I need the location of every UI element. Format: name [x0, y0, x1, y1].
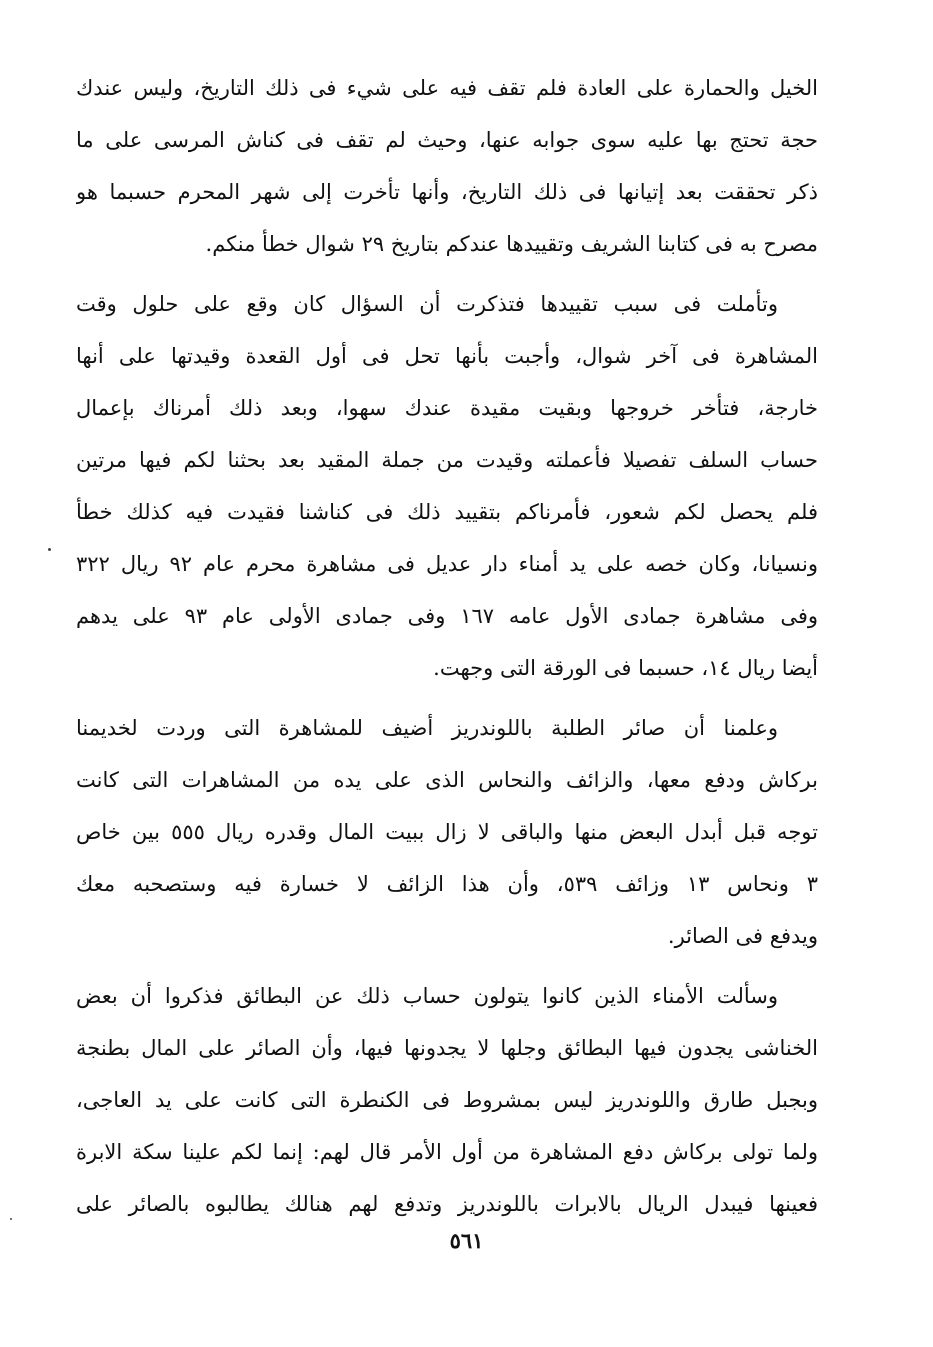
text-line: الخيل والحمارة على العادة فلم تقف فيه على شيء فى ذلك التاريخ، وليس عندك [76, 76, 818, 100]
text-line: وتأملت فى سبب تقييدها فتذكرت أن السؤال كان وقع على حلول وقت [76, 292, 778, 316]
paragraph-1 [76, 62, 818, 270]
text-line: حساب السلف تفصيلا فأعملته وقيدت من جملة المقيد بعد بحثنا لكم فيها مرتين [76, 448, 818, 472]
text-line: توجه قبل أبدل البعض منها والباقى لا زال ببيت المال وقدره ريال ٥٥٥ بين خاص [76, 820, 818, 844]
text-line: ٣ ونحاس ١٣ وزائف ٥٣٩، وأن هذا الزائف لا خسارة فيه وستصحبه معك [76, 872, 818, 896]
scan-speck [48, 548, 51, 551]
text-line: ونسيانا، وكان خصه على يد أمناء دار عديل فى مشاهرة محرم عام ٩٢ ريال ٣٢٢ [76, 552, 818, 576]
text-line: وعلمنا أن صائر الطلبة باللوندريز أضيف للمشاهرة التى وردت لخديمنا [76, 716, 778, 740]
text-line: ذكر تحققت بعد إتيانها فى ذلك التاريخ، وأنها تأخرت إلى شهر المحرم حسبما هو [76, 180, 818, 204]
text-line: فعينها فيبدل الريال بالابرات باللوندريز وتدفع لهم هنالك يطالبوه بالصائر على [76, 1192, 818, 1216]
document-body [76, 62, 818, 1238]
text-line: أيضا ريال ١٤، حسبما فى الورقة التى وجهت. [433, 656, 818, 680]
scan-speck [10, 1218, 12, 1220]
paragraph-3 [76, 702, 818, 962]
text-line: المشاهرة فى آخر شوال، وأجبت بأنها تحل فى أول القعدة وقيدتها على أنها [76, 344, 818, 368]
text-line: ولما تولى بركاش دفع المشاهرة من أول الأمر قال لهم: إنما لكم علينا سكة الابرة [76, 1140, 818, 1164]
paragraph-2 [76, 278, 818, 694]
text-line: حجة تحتج بها عليه سوى جوابه عنها، وحيث لم تقف فى كناش المرسى على ما [76, 128, 818, 152]
text-line: ويدفع فى الصائر. [667, 924, 818, 948]
text-line: فلم يحصل لكم شعور، فأمرناكم بتقييد ذلك فى كناشنا فقيدت فيه كذلك خطأ [76, 500, 818, 524]
text-line: وفى مشاهرة جمادى الأول عامه ١٦٧ وفى جمادى الأولى عام ٩٣ على يدهم [76, 604, 818, 628]
text-line: وسألت الأمناء الذين كانوا يتولون حساب ذلك عن البطائق فذكروا أن بعض [76, 984, 778, 1008]
text-line: بركاش ودفع معها، والزائف والنحاس الذى على يده من المشاهرات التى كانت [76, 768, 818, 792]
text-line: وبجبل طارق واللوندريز ليس بمشروط فى الكنطرة التى كانت على يد العاجى، [76, 1088, 818, 1112]
paragraph-4 [76, 970, 818, 1230]
page-number: ٥٦١ [449, 1228, 484, 1253]
text-line: الخناشى يجدون فيها البطائق وجلها لا يجدونها فيها، وأن الصائر على المال بطنجة [76, 1036, 818, 1060]
text-line: خارجة، فتأخر خروجها وبقيت مقيدة عندك سهوا، وبعد ذلك أمرناك بإعمال [76, 396, 818, 420]
text-line: مصرح به فى كتابنا الشريف وتقييدها عندكم بتاريخ ٢٩ شوال خطأ منكم. [205, 232, 818, 256]
